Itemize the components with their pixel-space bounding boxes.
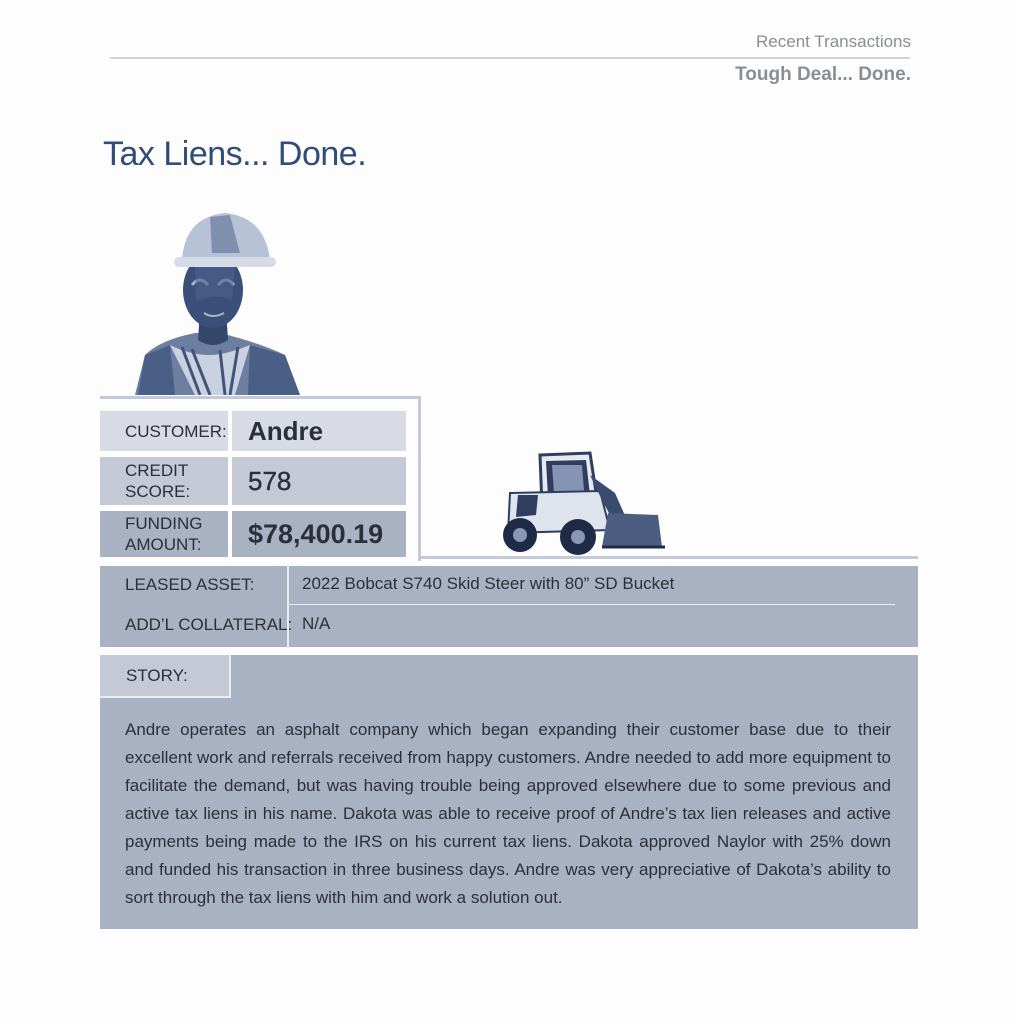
credit-score-label [100, 457, 228, 505]
collateral-value: N/A [302, 614, 331, 633]
credit-label-line-1: CREDIT [125, 461, 189, 480]
asset-row-divider [289, 604, 895, 605]
section-tagline: Tough Deal... Done. [735, 64, 911, 85]
page-title: Tax Liens... Done. [103, 135, 367, 173]
credit-label-line-2: SCORE: [125, 482, 191, 501]
customer-label: CUSTOMER: [100, 411, 228, 451]
collateral-label: ADD’L COLLATERAL: [125, 615, 293, 634]
funding-label-line-1: FUNDING [125, 514, 203, 533]
worker-photo [100, 205, 325, 395]
story-text: Andre operates an asphalt company which began expanding their customer base due to their excellent work and referrals received from happy customers. Andre needed to add more equipment to facilitate the demand, but was having trouble being approved elsewhere due to some previous and active tax liens in his name. Dakota was able to receive proof of Andre’s tax lien releases and active payments being made to the IRS on his current tax liens. Dakota approved Naylor with 25% down and funded his transaction in three business days. Andre was very appreciative of Dakota’s ability to sort through the tax liens with him and work a solution out. [125, 720, 891, 907]
skid-steer-photo [490, 435, 685, 557]
funding-amount-label [100, 511, 228, 557]
leased-asset-value: 2022 Bobcat S740 Skid Steer with 80” SD Bucket [302, 574, 675, 593]
funding-amount-value: $78,400.19 [232, 511, 406, 557]
funding-label-line-2: AMOUNT: [125, 535, 202, 554]
section-label: Recent Transactions [756, 32, 911, 51]
customer-name: Andre [232, 411, 406, 451]
header-divider [110, 57, 910, 59]
leased-asset-label: LEASED ASSET: [125, 575, 255, 594]
credit-score-value: 578 [232, 457, 406, 505]
story-label: STORY: [100, 655, 231, 698]
